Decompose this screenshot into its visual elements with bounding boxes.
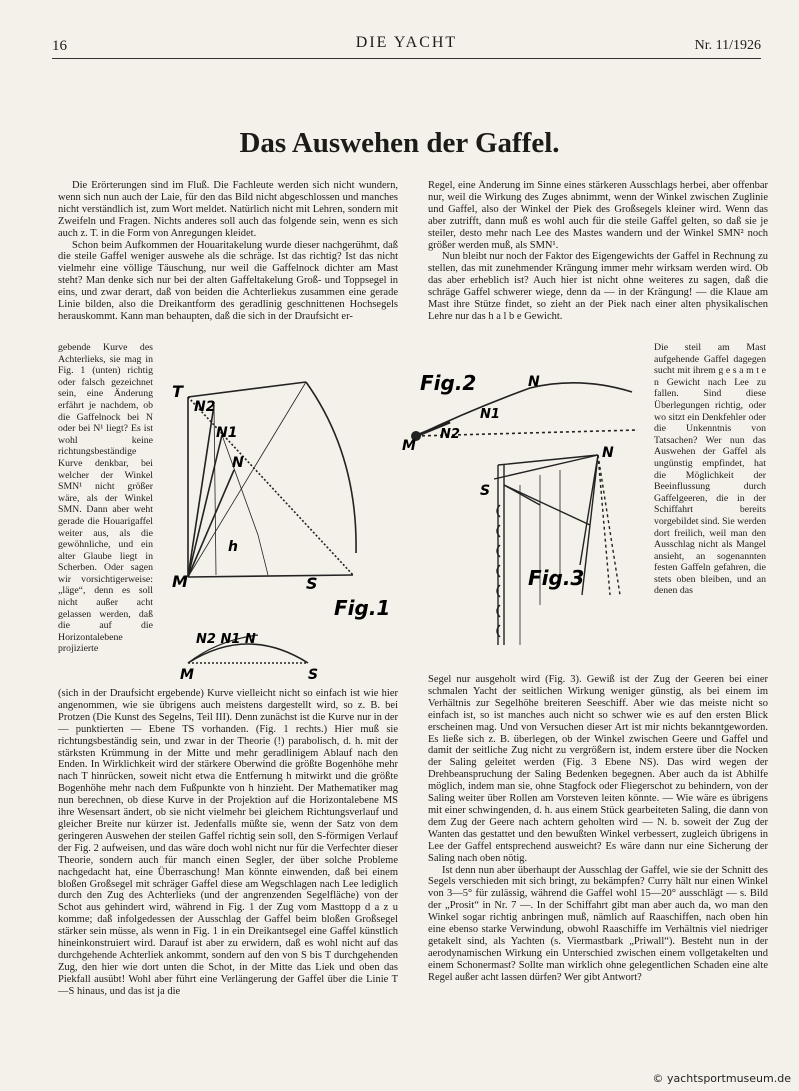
label-N: N [602,445,614,461]
figure-1 [158,375,398,687]
column-1-top [58,180,398,340]
paragraph: Schon beim Aufkommen der Houaritakelung wurde dieser nachgerühmt, daß die steile Gaffel weniger auswehe als die schräge. Ist das richtig? Ist das nicht vielmehr eine völlige Täuschung, nur weil die Gaffelnock dichter am Mast steht? Man denke sich nur bei der alten Gaffeltakelung Groß- und Toppsegel in eins, und zwar derart, daß von beiden die Achterliekus zusammen eine gerade Linie bilden, also die Dreikantform des geradlinig geschnittenen Hochsegels herauskommt. Kann man behaupten, daß die sich in der Draufsicht er- [58,239,398,322]
label-bottom-S: S [308,667,319,683]
label-M: M [402,438,416,452]
label-S: S [480,483,491,499]
label-T: T [172,382,183,401]
label-bottom-M: M [180,667,194,683]
issue-number: Nr. 11/1926 [694,38,761,53]
label-N2: N2 [194,399,216,415]
label-N1: N1 [480,407,500,422]
article-title: Das Auswehen der Gaffel. [239,127,560,159]
header-rule [52,58,761,59]
column-1-bottom [58,688,398,1056]
paragraph: gebende Kurve des Achterlieks, sie mag in Fig. 1 (unten) richtig oder falsch gezeichnet sein, eine Änderung erfährt je nachdem, ob die Gaffelnock bei N oder bei N¹ liegt? Es ist wohl keine richtungsbeständige Kurve denkbar, bei welcher der Winkel SMN¹ nicht größer wäre, als der Winkel SMN. Dann aber weht gerade die Houarigaffel weiter aus, als die gewöhnliche, und ein alter Glaube liegt in Scherben. Oder sagen wir vorsichtigerweise: „läge“, denn es soll nicht außer acht gelassen werden, daß die auf die Horizontalebene projizierte [58,342,153,655]
paragraph: Die steil am Mast aufgehende Gaffel dagegen sucht mit ihrem g e s a m t e n Gewicht nach Lee zu fallen. Sind diese Überlegungen richtig, oder wo sitzt ein Denkfehler oder die Unkenntnis von Tatsachen? Wer nun das Auswehen der Gaffel als ungünstig empfindet, hat die Möglichkeit der Beeinflussung durch Gaffelgeeren, die in der Schiffahrt bereits vorgebildet sind. Sie werden dort freilich, weil man den Ausschlag nicht als Mangel ansieht, an sogenannten festen Gaffeln gefahren, die stets oben bleiben, und an denen das [654,342,766,597]
figure-1-drawing [158,375,398,687]
paragraph: Nun bleibt nur noch der Faktor des Eigengewichts der Gaffel in Rechnung zu stellen, das mit zunehmender Krängung immer mehr wirksam werden wird. Ob das aber erheblich ist? Auch hier ist nicht ohne weiteres zu sagen, daß die schräge Gaffel schwerer wiege, denn da — in der Krängung! — die Klaue am Mast ihre Stütze findet, so zieht an der Piek nach einer alten physikalischen Lehre nur das h a l b e Gewicht. [428,251,768,322]
figure-2-drawing [400,362,654,452]
figure-3-drawing [470,445,650,675]
label-bottom-n-series: N2 N1 N [196,632,256,647]
label-h: h [228,539,238,555]
figure-3 [470,445,650,675]
label-M: M [172,572,188,591]
figure-2 [400,362,654,452]
paragraph: (sich in der Draufsicht ergebende) Kurve vielleicht nicht so einfach ist wie hier angenommen, wie sie übrigens auch meistens dargestellt wird, so z. B. bei Protzen (Die Kunst des Segelns, Teil III). Denn zunächst ist die Kurve nur in der — punktierten — Ebene TS vorhanden. (Fig. 1 rechts.) Hier muß sie richtungsbeständig sein, und zwar in der Theorie (!) parabolisch, d. h. mit der stärksten Krümmung in der Mitte und mehr geradlinigem Ablauf nach den Enden. In Wirklichkeit wird der stärkere Oberwind die größte Bogenhöhe mehr nach T hinrücken, soweit nicht etwa die Entfernung h mitwirkt und die größte Bogenhöhe mehr nach dem Fußpunkte von h hinzieht. Der Mathematiker mag nun berechnen, ob diese Kurve in der Projektion auf die Horizontalebene MS ihre Wesensart ändert, ob sie nicht vielmehr bei gleichem Richtungsverlauf und gleicher Breite nur kürzer ist. Jedenfalls müßte sie, wenn der Satz von dem geringeren Auswehen der steilen Gaffel richtig sein soll, den S-förmigen Verlauf der Fig. 2 aufweisen, und das wäre doch wohl nicht nur für die Verfechter dieser Theorie, sondern auch für manch einen Segler, der über solche Probleme nachgedacht hat, eine Überraschung! Man könnte einwenden, daß bei einem bloßen Großsegel mit schräger Gaffel diese am Wegschlagen nach Lee lediglich durch den Zug des Achterlieks (und der angrenzenden Segelfläche) von der Schot aus gehindert wird, während in Fig. 1 der Zug vom Masttopp d a z u komme; daß infolgedessen der Ausschlag der Gaffel beim bloßen Großsegel stärker sein müsse, als wenn in Fig. 1 in ein Dreikantsegel eine Gaffel künstlich hineinkonstruiert wird. Darauf ist aber zu erwidern, daß es wohl nicht auf das durchgehende Achterliek ankommt, sondern auf den von S bis T durchgehenden Zug, den hier wie dort unten die Schot, in der Mitte das Liek und oben das Piekfall ausübt! Wohl aber führt eine Verlängerung der Gaffel über die Linie T—S hinaus, und das ist ja die [58,688,398,997]
journal-title: DIE YACHT [355,34,458,51]
column-2-narrow [654,342,766,672]
paragraph: Segel nur ausgeholt wird (Fig. 3). Gewiß ist der Zug der Geeren bei einer schmalen Yacht der seitlichen Wirkung weniger günstig, als bei einem im Verhältnis zur Segelhöhe breiteren Seeschiff. Aber wie das meiste nicht so einfach ist, so ist manches auch nicht so schwer wie es auf den ersten Blick erscheinen mag. Und von Versuchen dieser Art ist mir nichts bekanntgeworden. Es ließe sich z. B. überlegen, ob der Winkel zwischen Geere und Gaffel und damit der seitliche Zug nicht zu vergrößern ist, indem erstere über die Nocken der Saling geleitet werden (Fig. 3 Ebene NS). Das wird wegen der Drehbeanspruchung der Saling Bedenken begegnen. Aber auch da ist Abhilfe möglich, indem man sie, ohne Stagfock oder Fliegerschot zu behindern, von der Saling weiter über Rollen am Vorsteven leiten könnte. — Wie wäre es übrigens mit einer schwingenden, d. h. aus einem Stück gearbeiteten Saling, die dann von dem Zug der Geere nach achtern geholten wird — N. b. soweit der Zug der Wanten das gestattet und den bewußten Winkel verbessert, zugleich übrigens in Lee der Gaffel entsprechend ausweicht? Es wäre dann nur eine Sicherung der Saling nach oben nötig. [428,674,768,864]
label-S: S [306,574,318,593]
page-number: 16 [52,38,67,54]
paragraph: Die Erörterungen sind im Fluß. Die Fachleute werden sich nicht wundern, wenn sich nun auch der Laie, für den das Bild nicht abgeschlossen und manches nicht verständlich ist, zum Wort meldet. Natürlich nicht mit Lehren, sondern mit Zweifeln und Fragen. Nichts anderes soll auch das folgende sein, wenn es sich auch z. T. in die Form von Anregungen kleidet. [58,180,398,239]
column-1-narrow [58,342,153,687]
label-N: N [232,455,244,471]
figure-2-caption: Fig.2 [420,371,477,395]
label-N1: N1 [216,425,238,441]
figure-3-caption: Fig.3 [528,566,585,590]
column-2-bottom [428,674,768,1056]
label-N: N [528,374,540,390]
label-N2: N2 [440,427,460,442]
column-2-top [428,180,768,340]
page-header [52,32,761,54]
paragraph: Regel, eine Änderung im Sinne eines stärkeren Ausschlags herbei, aber offenbar nur, weil die Wirkung des Zuges abnimmt, wenn der Winkel zwischen Zuglinie und Gaffel, also der Winkel der Piek des Großsegels kleiner wird. Wenn das aber zutrifft, dann muß es wohl auch für die steile Gaffel gelten, so daß sie je steiler, desto mehr nach Lee des Mastes wandern und der Winkel SMN² noch größer werden muß, als SMN¹. [428,180,768,251]
figure-1-caption: Fig.1 [334,596,391,620]
watermark: © yachtsportmuseum.de [652,1072,791,1085]
paragraph: Ist denn nun aber überhaupt der Ausschlag der Gaffel, wie sie der Schnitt des Segels verschieden mit sich bringt, zu bekämpfen? Curry hält nur einen Winkel von 3—5° für zulässig, während die Gaffel wohl 15—20° ausschlägt — s. Bild der „Prosit“ in Nr. 7 —. In der Schiffahrt gibt man aber auch da, wo man den Winkel sogar richtig anbringen muß, nämlich auf Raaschiffen, nach oben hin eine ebenso starke Verwindung, obwohl Raaschiffe im Verhältnis viel niedriger getakelt sind, als Yachten (s. Viermastbark „Priwall“). Besteht nun in der aerodynamischen Wirkung ein Unterschied zwischen einem vollgetakelten und einem Schonermast? Sollte man wirklich ohne gelegentlichen Schaden eine alte Regel außer acht lassen dürfen? Wer gibt Antwort? [428,864,768,983]
